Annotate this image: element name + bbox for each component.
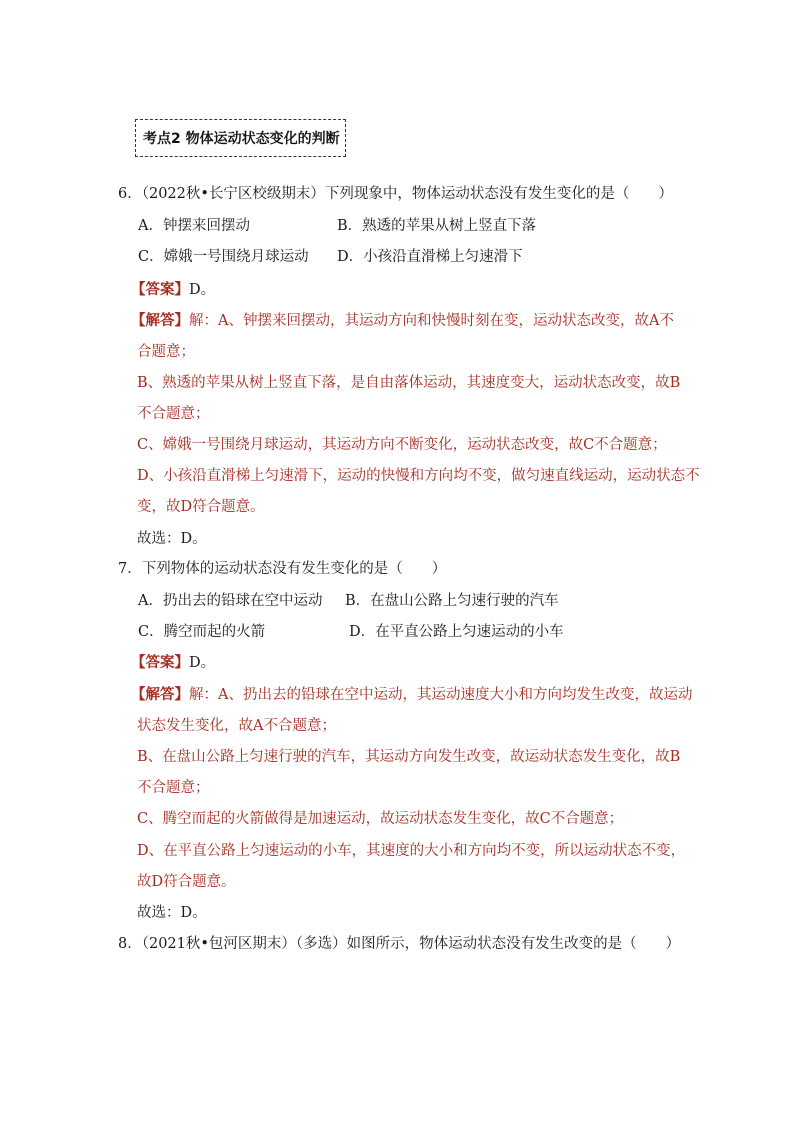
q6-analysis-line-7: 变，故D符合题意。 — [137, 499, 265, 515]
q6-option-d: D．小孩沿直滑梯上匀速滑下 — [337, 249, 523, 265]
q7-analysis-line-2: 状态发生变化，故A不合题意； — [137, 718, 336, 734]
q6-analysis-line-2: 合题意； — [137, 344, 195, 360]
question-6-stem: 6．（2022秋•长宁区校级期末）下列现象中，物体运动状态没有发生变化的是（ ） — [118, 186, 673, 202]
q7-option-b: B．在盘山公路上匀速行驶的汽车 — [345, 593, 559, 609]
q7-answer — [131, 653, 215, 673]
q6-answer — [131, 280, 215, 300]
question-8-stem: 8．（2021秋•包河区期末）（多选）如图所示，物体运动状态没有发生改变的是（ ） — [118, 936, 681, 952]
q6-analysis-line-6: D、小孩沿直滑梯上匀速滑下，运动的快慢和方向均不变，做匀速直线运动，运动状态不 — [137, 468, 700, 484]
q7-analysis-label: 【解答】 — [131, 686, 189, 703]
q6-analysis-label: 【解答】 — [131, 312, 189, 329]
topic-title: 考点2 物体运动状态变化的判断 — [143, 131, 340, 147]
q7-analysis-line-1 — [131, 685, 692, 705]
q6-option-a: A．钟摆来回摆动 — [138, 218, 250, 234]
q6-analysis-line-3: B、熟透的苹果从树上竖直下落，是自由落体运动，其速度变大，运动状态改变，故B — [137, 375, 681, 391]
q7-analysis-line-3: B、在盘山公路上匀速行驶的汽车，其运动方向发生改变，故运动状态发生变化，故B — [137, 749, 681, 765]
q7-answer-value: D。 — [189, 655, 216, 671]
q6-answer-label: 【答案】 — [131, 281, 189, 298]
q6-choice: 故选：D。 — [137, 531, 207, 547]
q6-analysis-line-1 — [131, 311, 674, 331]
q6-analysis-line-5: C、嫦娥一号围绕月球运动，其运动方向不断变化，运动状态改变，故C不合题意； — [137, 437, 667, 453]
q7-option-d: D．在平直公路上匀速运动的小车 — [349, 624, 564, 640]
q6-analysis-line-4: 不合题意； — [137, 406, 210, 422]
q7-analysis-line-6: D、在平直公路上匀速运动的小车，其速度的大小和方向均不变，所以运动状态不变， — [137, 843, 686, 859]
question-7-stem: 7．下列物体的运动状态没有发生变化的是（ ） — [118, 561, 447, 577]
q6-answer-value: D。 — [189, 282, 216, 298]
q7-analysis-line-7: 故D符合题意。 — [137, 874, 236, 890]
q7-choice: 故选：D。 — [137, 905, 207, 921]
topic-heading-box — [135, 119, 346, 157]
q7-analysis-line-4: 不合题意； — [137, 780, 210, 796]
q6-option-b: B．熟透的苹果从树上竖直下落 — [337, 218, 537, 234]
q6-analysis-text-1: 解：A、钟摆来回摆动，其运动方向和快慢时刻在变，运动状态改变，故A不 — [189, 313, 674, 329]
q7-analysis-text-1: 解：A、扔出去的铅球在空中运动，其运动速度大小和方向均发生改变，故运动 — [189, 687, 693, 703]
q6-option-c: C．嫦娥一号围绕月球运动 — [138, 249, 309, 265]
q7-analysis-line-5: C、腾空而起的火箭做得是加速运动，故运动状态发生变化，故C不合题意； — [137, 811, 624, 827]
q7-option-a: A．扔出去的铅球在空中运动 — [138, 593, 323, 609]
q7-option-c: C．腾空而起的火箭 — [138, 624, 266, 640]
q7-answer-label: 【答案】 — [131, 654, 189, 671]
